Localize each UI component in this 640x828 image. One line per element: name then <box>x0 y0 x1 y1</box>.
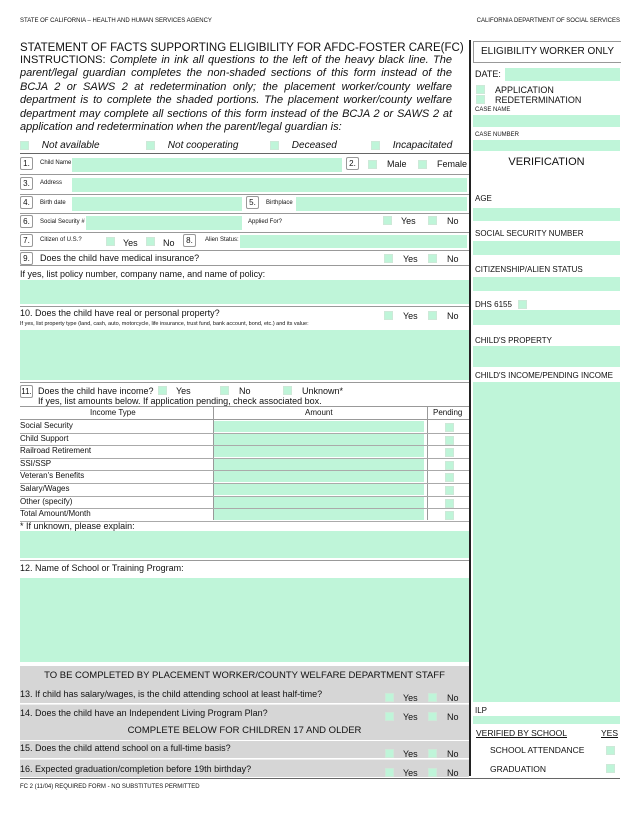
insurance-yes-checkbox[interactable] <box>384 254 393 263</box>
ssn-label: Social Security # <box>40 219 85 225</box>
q8-number: 8. <box>183 234 196 247</box>
income-type-label: SSI/SSP <box>20 458 52 468</box>
income-pending-checkbox[interactable] <box>445 511 454 520</box>
citizenship-verify-field[interactable] <box>473 277 620 291</box>
older-children-banner: COMPLETE BELOW FOR CHILDREN 17 AND OLDER <box>20 722 469 740</box>
school-field[interactable] <box>20 578 469 662</box>
q13-label: 13. If child has salary/wages, is the child attending school at least half-time? <box>20 689 323 699</box>
school-question: 12. Name of School or Training Program: <box>20 563 184 573</box>
income-pending-checkbox[interactable] <box>445 473 454 482</box>
property-details-field[interactable] <box>20 330 469 380</box>
alien-status-field[interactable] <box>240 235 467 248</box>
income-amount-field[interactable] <box>214 484 424 495</box>
applied-for-label: Applied For? <box>248 219 283 225</box>
dhs-field[interactable] <box>473 310 620 325</box>
ssn-verify-label: SOCIAL SECURITY NUMBER <box>475 229 584 238</box>
income-table-header <box>20 407 469 419</box>
income-pending-checkbox[interactable] <box>445 486 454 495</box>
income-unknown-label: Unknown* <box>302 386 344 396</box>
q13-no-label: No <box>447 693 459 703</box>
income-pending-checkbox[interactable] <box>445 461 454 470</box>
incapacitated-label: Incapacitated <box>392 140 453 151</box>
applied-yes-checkbox[interactable] <box>383 216 392 225</box>
property-verify-label: CHILD'S PROPERTY <box>475 336 552 345</box>
age-field[interactable] <box>473 208 620 221</box>
amount-header: Amount <box>305 408 333 417</box>
address-field[interactable] <box>72 178 467 192</box>
property-no-checkbox[interactable] <box>428 311 437 320</box>
birthplace-field[interactable] <box>296 197 467 211</box>
income-amount-field[interactable] <box>214 434 424 445</box>
verified-by-school-label: VERIFIED BY SCHOOL <box>476 728 568 738</box>
income-amount-field[interactable] <box>214 471 424 482</box>
income-pending-checkbox[interactable] <box>445 423 454 432</box>
property-details-label: If yes, list property type (land, cash, auto, motorcycle, life insurance, trust fund, bank account, bond, etc.) and its value: <box>20 321 309 327</box>
birth-date-field[interactable] <box>72 197 242 211</box>
medical-insurance-label: Does the child have medical insurance? <box>40 253 200 263</box>
citizen-no-checkbox[interactable] <box>146 237 155 246</box>
property-verify-field[interactable] <box>473 346 620 367</box>
citizen-yes-label: Yes <box>123 238 138 248</box>
citizenship-verify-label: CITIZENSHIP/ALIEN STATUS <box>475 265 583 274</box>
deceased-checkbox[interactable] <box>270 141 279 150</box>
q15-label: 15. Does the child attend school on a full-time basis? <box>20 743 231 753</box>
q15-no-label: No <box>447 749 459 759</box>
unknown-explain-field[interactable] <box>20 531 469 558</box>
q16-no-label: No <box>447 768 459 778</box>
graduation-checkbox[interactable] <box>606 764 615 773</box>
property-question: 10. Does the child have real or personal property? <box>20 308 220 318</box>
verification-heading: VERIFICATION <box>508 156 585 168</box>
staff-banner: TO BE COMPLETED BY PLACEMENT WORKER/COUNTY WELFARE DEPARTMENT STAFF <box>20 666 469 686</box>
income-row <box>20 470 469 484</box>
address-label: Address <box>40 180 63 186</box>
applied-no-label: No <box>447 216 459 226</box>
income-row <box>20 458 469 472</box>
income-type-header: Income Type <box>90 408 136 417</box>
dhs-checkbox[interactable] <box>518 300 527 309</box>
heavy-black-line <box>469 40 471 776</box>
q4-number: 4. <box>20 196 33 209</box>
deceased-label: Deceased <box>291 140 337 151</box>
insurance-no-checkbox[interactable] <box>428 254 437 263</box>
male-label: Male <box>387 159 407 169</box>
graduation-label: GRADUATION <box>490 764 547 774</box>
income-verify-label: CHILD'S INCOME/PENDING INCOME <box>475 371 613 380</box>
redetermination-label: REDETERMINATION <box>495 95 582 105</box>
not-available-label: Not available <box>41 140 100 151</box>
not-cooperating-label: Not cooperating <box>167 140 239 151</box>
income-verify-field[interactable] <box>473 382 620 702</box>
form-title: STATEMENT OF FACTS SUPPORTING ELIGIBILITY FOR AFDC-FOSTER CARE(FC) <box>20 42 464 54</box>
q2-number: 2. <box>346 157 359 170</box>
q3-number: 3. <box>20 177 33 190</box>
dhs-label: DHS 6155 <box>475 300 512 309</box>
redetermination-checkbox[interactable] <box>476 95 485 104</box>
income-row <box>20 508 469 522</box>
date-field[interactable] <box>505 68 620 81</box>
income-row <box>20 496 469 510</box>
birth-date-label: Birth date <box>40 200 66 206</box>
age-label: AGE <box>475 194 492 203</box>
application-checkbox[interactable] <box>476 85 485 94</box>
form-footer: FC 2 (11/04) REQUIRED FORM - NO SUBSTITUTES PERMITTED <box>20 784 200 790</box>
not-available-checkbox[interactable] <box>20 141 29 150</box>
q14-yes-label: Yes <box>403 712 418 722</box>
q14-no-label: No <box>447 712 459 722</box>
q13-yes-checkbox[interactable] <box>385 693 394 702</box>
income-type-label: Veteran's Benefits <box>20 471 85 481</box>
date-label: DATE: <box>475 69 501 79</box>
income-row <box>20 420 469 434</box>
case-number-field[interactable] <box>473 140 620 151</box>
application-label: APPLICATION <box>495 85 554 95</box>
case-name-label: CASE NAME <box>475 107 511 113</box>
insurance-details-field[interactable] <box>20 280 469 304</box>
income-amount-field[interactable] <box>214 509 424 520</box>
income-type-label: Total Amount/Month <box>20 509 91 519</box>
insurance-yes-label: Yes <box>403 254 418 264</box>
case-name-field[interactable] <box>473 115 620 127</box>
q11-number: 11. <box>21 387 32 396</box>
q13-yes-label: Yes <box>403 693 418 703</box>
ssn-field[interactable] <box>86 216 242 230</box>
instructions-text: Complete in ink all questions to the left of the heavy black line. The parent/legal guardian completes the non-shaded sections of this form instead of the BCJA 2 or SAWS 2 at redetermination only; the placement worker/county welfare department is to complete the shaded portions. The placement worker/county welfare department may complete all sections of this form instead of the BCJA 2 or SAWS 2 at application and redetermination when the parent/legal guardian is: <box>20 54 453 134</box>
female-checkbox[interactable] <box>418 160 427 169</box>
income-type-label: Other (specify) <box>20 496 73 506</box>
insurance-no-label: No <box>447 254 459 264</box>
income-row <box>20 483 469 497</box>
income-amount-field[interactable] <box>214 421 424 432</box>
instructions-label: INSTRUCTIONS: <box>20 54 106 66</box>
insurance-details-label: If yes, list policy number, company name, and name of policy: <box>20 269 266 279</box>
q14-label: 14. Does the child have an Independent Living Program Plan? <box>20 708 268 718</box>
q5-number: 5. <box>246 196 259 209</box>
income-type-label: Child Support <box>20 433 69 443</box>
agency-header: STATE OF CALIFORNIA – HEALTH AND HUMAN SERVICES AGENCY <box>20 18 212 24</box>
school-attendance-checkbox[interactable] <box>606 746 615 755</box>
income-question: Does the child have income? <box>38 386 154 396</box>
income-no-label: No <box>239 386 251 396</box>
guardian-status-row <box>20 140 100 151</box>
income-type-label: Railroad Retirement <box>20 446 92 456</box>
yes-column-header: YES <box>601 728 619 738</box>
citizen-yes-checkbox[interactable] <box>106 237 115 246</box>
q9-number: 9. <box>20 252 33 265</box>
q15-no-checkbox[interactable] <box>428 749 437 758</box>
ilp-label: ILP <box>475 706 488 715</box>
q15-yes-label: Yes <box>403 749 418 759</box>
department-header: CALIFORNIA DEPARTMENT OF SOCIAL SERVICES <box>476 18 620 24</box>
incapacitated-checkbox[interactable] <box>371 141 380 150</box>
income-no-checkbox[interactable] <box>220 386 229 395</box>
unknown-explain-label: * If unknown, please explain: <box>20 521 135 531</box>
male-checkbox[interactable] <box>368 160 377 169</box>
income-row <box>20 433 469 447</box>
q16-label: 16. Expected graduation/completion before 19th birthday? <box>20 764 252 774</box>
income-type-label: Social Security <box>20 421 73 430</box>
income-pending-checkbox[interactable] <box>445 499 454 508</box>
income-row <box>20 445 469 459</box>
citizen-label: Citizen of U.S.? <box>40 237 82 243</box>
pending-header: Pending <box>433 408 463 417</box>
q7-number: 7. <box>20 234 33 247</box>
case-number-label: CASE NUMBER <box>475 132 520 138</box>
property-no-label: No <box>447 311 459 321</box>
q14-yes-checkbox[interactable] <box>385 712 394 721</box>
q1-number: 1. <box>20 157 33 170</box>
ssn-verify-field[interactable] <box>473 241 620 255</box>
q6-number: 6. <box>20 215 33 228</box>
school-attendance-label: SCHOOL ATTENDANCE <box>490 745 585 755</box>
eligibility-worker-title: ELIGIBILITY WORKER ONLY <box>473 41 621 63</box>
birthplace-label: Birthplace <box>266 200 293 206</box>
citizen-no-label: No <box>163 238 175 248</box>
income-yes-checkbox[interactable] <box>158 386 167 395</box>
instructions <box>20 54 452 134</box>
income-yes-label: Yes <box>176 386 191 396</box>
income-type-label: Salary/Wages <box>20 484 70 493</box>
child-name-field[interactable] <box>72 158 342 172</box>
property-yes-checkbox[interactable] <box>384 311 393 320</box>
property-yes-label: Yes <box>403 311 418 321</box>
child-name-label: Child Name <box>40 160 72 166</box>
income-instructions: If yes, list amounts below. If application pending, check associated box. <box>38 396 322 406</box>
q16-no-checkbox[interactable] <box>428 768 437 777</box>
income-amount-field[interactable] <box>214 446 424 457</box>
applied-no-checkbox[interactable] <box>428 216 437 225</box>
q13-no-checkbox[interactable] <box>428 693 437 702</box>
q15-yes-checkbox[interactable] <box>385 749 394 758</box>
income-pending-checkbox[interactable] <box>445 436 454 445</box>
applied-yes-label: Yes <box>401 216 416 226</box>
q14-no-checkbox[interactable] <box>428 712 437 721</box>
alien-status-label: Alien Status: <box>205 237 239 243</box>
income-amount-field[interactable] <box>214 459 424 470</box>
income-amount-field[interactable] <box>214 497 424 508</box>
q16-yes-label: Yes <box>403 768 418 778</box>
female-label: Female <box>437 159 468 169</box>
not-cooperating-checkbox[interactable] <box>146 141 155 150</box>
income-pending-checkbox[interactable] <box>445 448 454 457</box>
q16-yes-checkbox[interactable] <box>385 768 394 777</box>
ilp-field[interactable] <box>473 716 620 724</box>
income-unknown-checkbox[interactable] <box>283 386 292 395</box>
